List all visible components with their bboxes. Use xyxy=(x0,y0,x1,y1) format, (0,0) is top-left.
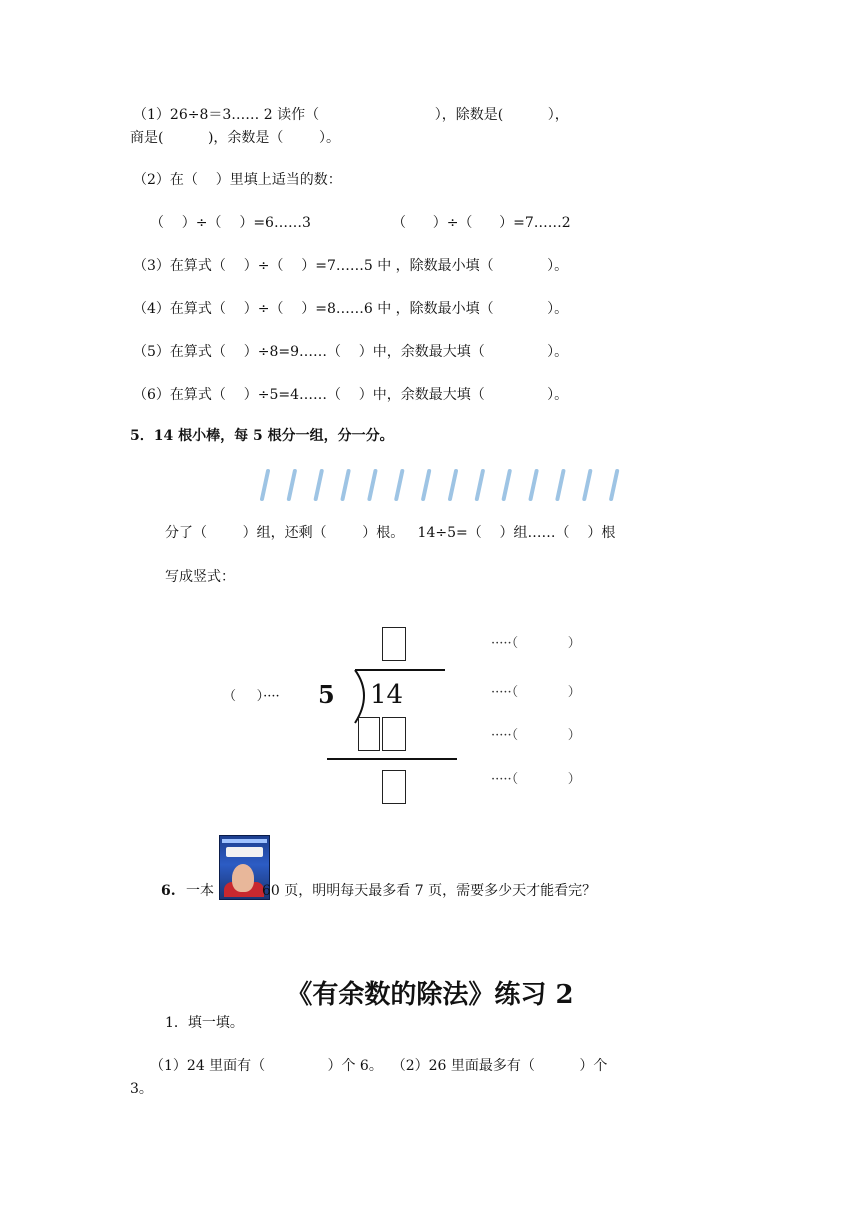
stick xyxy=(504,471,510,499)
right-label-1: ·····（ ） xyxy=(491,636,581,651)
divisor-number: 5 xyxy=(318,680,335,709)
stick xyxy=(611,471,617,499)
quotient-box[interactable] xyxy=(382,627,406,661)
q2-equation-1: （ ）÷（ ）=6……3 xyxy=(150,215,311,231)
division-lines xyxy=(205,615,655,815)
q1-line1: （1）26÷8＝3…… 2 读作（ ），除数是( ）， xyxy=(133,107,569,123)
stick xyxy=(531,471,537,499)
section2-title: 《有余数的除法》练习 2 xyxy=(286,980,574,1010)
section2-item1: 1．填一填。 xyxy=(165,1015,244,1031)
stick xyxy=(316,471,322,499)
product-box-2[interactable] xyxy=(382,717,406,751)
q2-instruction: （2）在（ ）里填上适当的数： xyxy=(133,172,342,188)
section2-item1-line1: （1）24 里面有（ ）个 6。 （2）26 里面最多有（ ）个 xyxy=(150,1058,608,1074)
problem5-fill-line: 分了（ ）组，还剩（ ）根。 14÷5=（ ）组……（ ）根 xyxy=(165,525,616,541)
stick xyxy=(477,471,483,499)
problem5-heading: 5．14 根小棒，每 5 根分一组，分一分。 xyxy=(130,428,394,444)
stick xyxy=(450,471,456,499)
stick xyxy=(423,471,429,499)
sticks-illustration xyxy=(258,468,644,502)
stick xyxy=(584,471,590,499)
q1-line2: 商是( )，余数是（ ）。 xyxy=(130,130,341,146)
remainder-left-blank: （ ）···· xyxy=(223,689,280,704)
q3-line: （3）在算式（ ）÷（ ）=7……5 中 ，除数最小填（ ）。 xyxy=(133,258,569,274)
q2-equation-2: （ ）÷（ ）=7……2 xyxy=(392,215,571,231)
remainder-box[interactable] xyxy=(382,770,406,804)
problem6-number: 6. xyxy=(161,883,176,899)
problem6-text-before: 一本 xyxy=(186,883,214,899)
right-label-2: ·····（ ） xyxy=(491,685,581,700)
right-label-3: ·····（ ） xyxy=(491,728,581,743)
section2-item1-line2: 3。 xyxy=(130,1081,153,1097)
stick xyxy=(557,471,563,499)
stick xyxy=(396,471,402,499)
q6-line: （6）在算式（ ）÷5=4……（ ）中，余数最大填（ ）。 xyxy=(133,387,569,403)
stick xyxy=(289,471,295,499)
stick xyxy=(343,471,349,499)
problem6-text-after: 60 页，明明每天最多看 7 页，需要多少天才能看完？ xyxy=(262,883,597,899)
stick xyxy=(369,471,375,499)
long-division-figure xyxy=(205,615,655,815)
product-box-1[interactable] xyxy=(358,717,380,751)
q5-line: （5）在算式（ ）÷8=9……（ ）中，余数最大填（ ）。 xyxy=(133,344,569,360)
q4-line: （4）在算式（ ）÷（ ）=8……6 中 ，除数最小填（ ）。 xyxy=(133,301,569,317)
right-label-4: ·····（ ） xyxy=(491,772,581,787)
vertical-form-label: 写成竖式： xyxy=(165,569,235,585)
stick xyxy=(262,471,268,499)
dividend-number: 14 xyxy=(370,680,404,710)
